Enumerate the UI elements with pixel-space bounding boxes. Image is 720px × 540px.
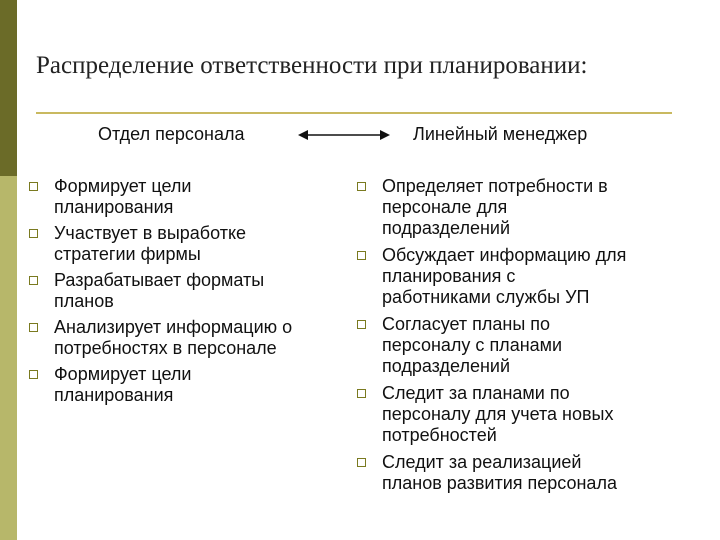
list-item-line: Анализирует информацию о bbox=[54, 317, 293, 337]
list-item-line: Участвует в выработке bbox=[54, 223, 247, 243]
list-item-line: работниками службы УП bbox=[382, 287, 590, 307]
manager-responsibility-item bbox=[354, 314, 694, 377]
square-bullet-icon bbox=[29, 182, 38, 191]
right-column-header: Линейный менеджер bbox=[413, 124, 588, 144]
left-column-header: Отдел персонала bbox=[98, 124, 245, 144]
hr-responsibility-item bbox=[26, 317, 356, 359]
manager-responsibility-item bbox=[354, 245, 694, 308]
sidebar-accent-light bbox=[0, 176, 17, 540]
list-item-line: Формирует цели bbox=[54, 364, 192, 384]
square-bullet-icon bbox=[357, 320, 366, 329]
square-bullet-icon bbox=[29, 323, 38, 332]
list-item-line: персоналу для учета новых bbox=[382, 404, 614, 424]
slide-title: Распределение ответственности при планировании: bbox=[36, 52, 588, 79]
list-item-line: потребностях в персонале bbox=[54, 338, 277, 358]
list-item-line: Формирует цели bbox=[54, 176, 192, 196]
list-item-line: стратегии фирмы bbox=[54, 244, 201, 264]
list-item-line: планов развития персонала bbox=[382, 473, 617, 493]
list-item-line: персоналу с планами bbox=[382, 335, 563, 355]
list-item-line: планов bbox=[54, 291, 114, 311]
sidebar-accent-dark bbox=[0, 0, 17, 176]
square-bullet-icon bbox=[357, 251, 366, 260]
list-item-line: персонале для bbox=[382, 197, 508, 217]
list-item-line: планирования с bbox=[382, 266, 516, 286]
hr-responsibility-item bbox=[26, 270, 356, 312]
list-item-line: Разрабатывает форматы bbox=[54, 270, 265, 290]
list-item-line: планирования bbox=[54, 385, 174, 405]
manager-responsibility-item bbox=[354, 383, 694, 446]
square-bullet-icon bbox=[357, 182, 366, 191]
manager-responsibility-item bbox=[354, 176, 694, 239]
hr-department-list bbox=[26, 176, 356, 411]
square-bullet-icon bbox=[357, 389, 366, 398]
list-item-line: Определяет потребности в bbox=[382, 176, 608, 196]
title-divider bbox=[36, 112, 672, 114]
list-item-line: подразделений bbox=[382, 356, 511, 376]
list-item-line: Следит за планами по bbox=[382, 383, 570, 403]
square-bullet-icon bbox=[29, 370, 38, 379]
list-item-line: Обсуждает информацию для bbox=[382, 245, 627, 265]
line-manager-list bbox=[354, 176, 694, 500]
square-bullet-icon bbox=[357, 458, 366, 467]
list-item-line: Следит за реализацией bbox=[382, 452, 582, 472]
list-item-line: Согласует планы по bbox=[382, 314, 551, 334]
double-arrow-icon bbox=[298, 128, 390, 142]
list-item-line: планирования bbox=[54, 197, 174, 217]
list-item-line: подразделений bbox=[382, 218, 511, 238]
square-bullet-icon bbox=[29, 276, 38, 285]
square-bullet-icon bbox=[29, 229, 38, 238]
hr-responsibility-item bbox=[26, 176, 356, 218]
hr-responsibility-item bbox=[26, 364, 356, 406]
manager-responsibility-item bbox=[354, 452, 694, 494]
hr-responsibility-item bbox=[26, 223, 356, 265]
list-item-line: потребностей bbox=[382, 425, 497, 445]
